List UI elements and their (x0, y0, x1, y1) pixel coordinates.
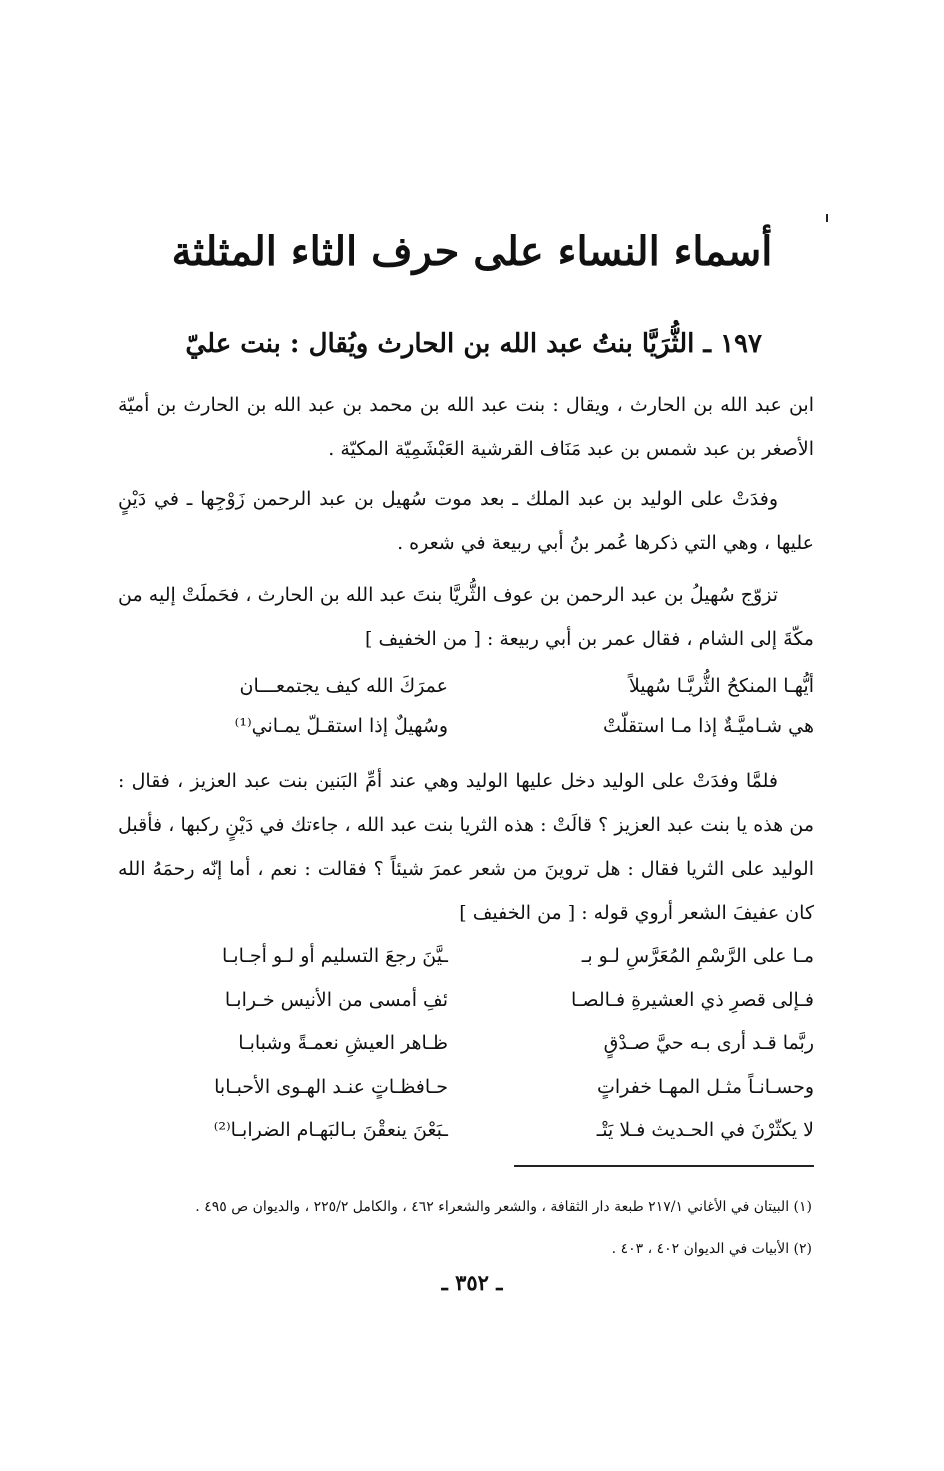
verse-second-hemistich: وسُهيلٌ إذا استقـلّ يمـاني⁽¹⁾ (234, 715, 448, 737)
poem-first (118, 666, 814, 746)
verse (118, 706, 814, 746)
paragraph-lineage: ابن عبد الله بن الحارث ، ويقال : بنت عبد الله بن محمد بن عبد الله بن الحارث بن أميّة الأصغر بن عبد شمس بن عبد مَنَاف القرشية العَبْشَمِيّة المكيّة . (118, 394, 814, 460)
footnote: (١) البيتان في الأغاني ٢١٧/١ طبعة دار الثقافة ، والشعر والشعراء ٤٦٢ ، والكامل ٢٢٥/٢ ، والديوان ص ٤٩٥ . (195, 1199, 812, 1215)
verse (118, 936, 814, 980)
verse-first-hemistich: هي شـاميَّـةٌ إذا مـا استقلّتْ (603, 715, 814, 737)
verse-second-hemistich: عمرَكَ الله كيف يجتمعـــان (239, 675, 448, 697)
verse (118, 1110, 814, 1154)
verse-first-hemistich: لا يكثّرْنَ في الحـديث فـلا يَتْـ (596, 1119, 814, 1141)
verse-first-hemistich: أيُّهـا المنكحُ الثُّريَّـا سُهيلاً (628, 675, 814, 697)
page-number: ـ ٣٥٢ ـ (441, 1270, 503, 1295)
verse-second-hemistich: ئفِ أمسى من الأنيس خـرابـا (224, 988, 448, 1011)
verse-first-hemistich: مـا على الرَّسْمِ المُعَرَّسِ لـو بـ (581, 945, 814, 967)
margin-mark (826, 214, 828, 222)
footnote: (٢) الأبيات في الديوان ٤٠٢ ، ٤٠٣ . (611, 1241, 812, 1257)
entry-heading: ١٩٧ ـ الثُّرَيَّا بنتُ عبد الله بن الحارث ويُقال : بنت عليّ (185, 329, 762, 359)
paragraph-walid: فلمَّا وفدَتْ على الوليد دخل عليها الوليد وهي عند أمِّ البَنين بنت عبد العزيز ، فقال : من هذه يا بنت عبد العزيز ؟ قالَتْ : هذه الثريا بنت عبد الله ، جاءتك في دَيْنٍ ركبها ، فأقبل الوليد على الثريا فقال : هل تروينَ من شعر عمرَ شيئاً ؟ فقالت : نعم ، أما إنّه رحمَهُ الله كان عفيفَ الشعر أروي قوله : [ من الخفيف ] (118, 770, 814, 924)
verse-second-hemistich: ظـاهر العيشِ نعمـةً وشبابـا (238, 1032, 448, 1054)
paragraph-visit: وفدَتْ على الوليد بن عبد الملك ـ بعد موت سُهيل بن عبد الرحمن زَوْجِها ـ في دَيْنٍ عليها ، وهي التي ذكرها عُمر بنُ أبي ربيعة في شعره . (118, 488, 814, 554)
paragraph-marriage: تزوّج سُهيلُ بن عبد الرحمن بن عوف الثُّريَّا بنتَ عبد الله بن الحارث ، فحَملَتْ إليه من مكّةَ إلى الشام ، فقال عمر بن أبي ربيعة : [ من الخفيف ] (118, 584, 814, 650)
verse-first-hemistich: وحسـانـاً مثـل المهـا خفراتٍ (596, 1075, 814, 1098)
verse-second-hemistich: ـبَعْنَ ينعقْنَ بـالبَهـام الضرابـا⁽²⁾ (213, 1119, 448, 1141)
verse-first-hemistich: فـإلى قصرِ ذي العشيرةِ فـالصـا (570, 988, 814, 1011)
poem-second (118, 936, 814, 1154)
chapter-title: أسماء النساء على حرف الثاء المثلثة (171, 228, 773, 275)
verse-first-hemistich: ربَّما قـد أرى بـه حيَّ صـدْقٍ (603, 1032, 814, 1054)
verse (118, 666, 814, 706)
verse (118, 1023, 814, 1067)
footnote-divider (514, 1165, 814, 1167)
verse (118, 1067, 814, 1111)
footnotes (140, 1186, 812, 1270)
verse (118, 980, 814, 1024)
verse-second-hemistich: حـافظـاتٍ عنـد الهـوى الأحبـابا (214, 1075, 448, 1098)
verse-second-hemistich: ـيَّنَ رجعَ التسليم أو لـو أجـابـا (221, 945, 448, 967)
